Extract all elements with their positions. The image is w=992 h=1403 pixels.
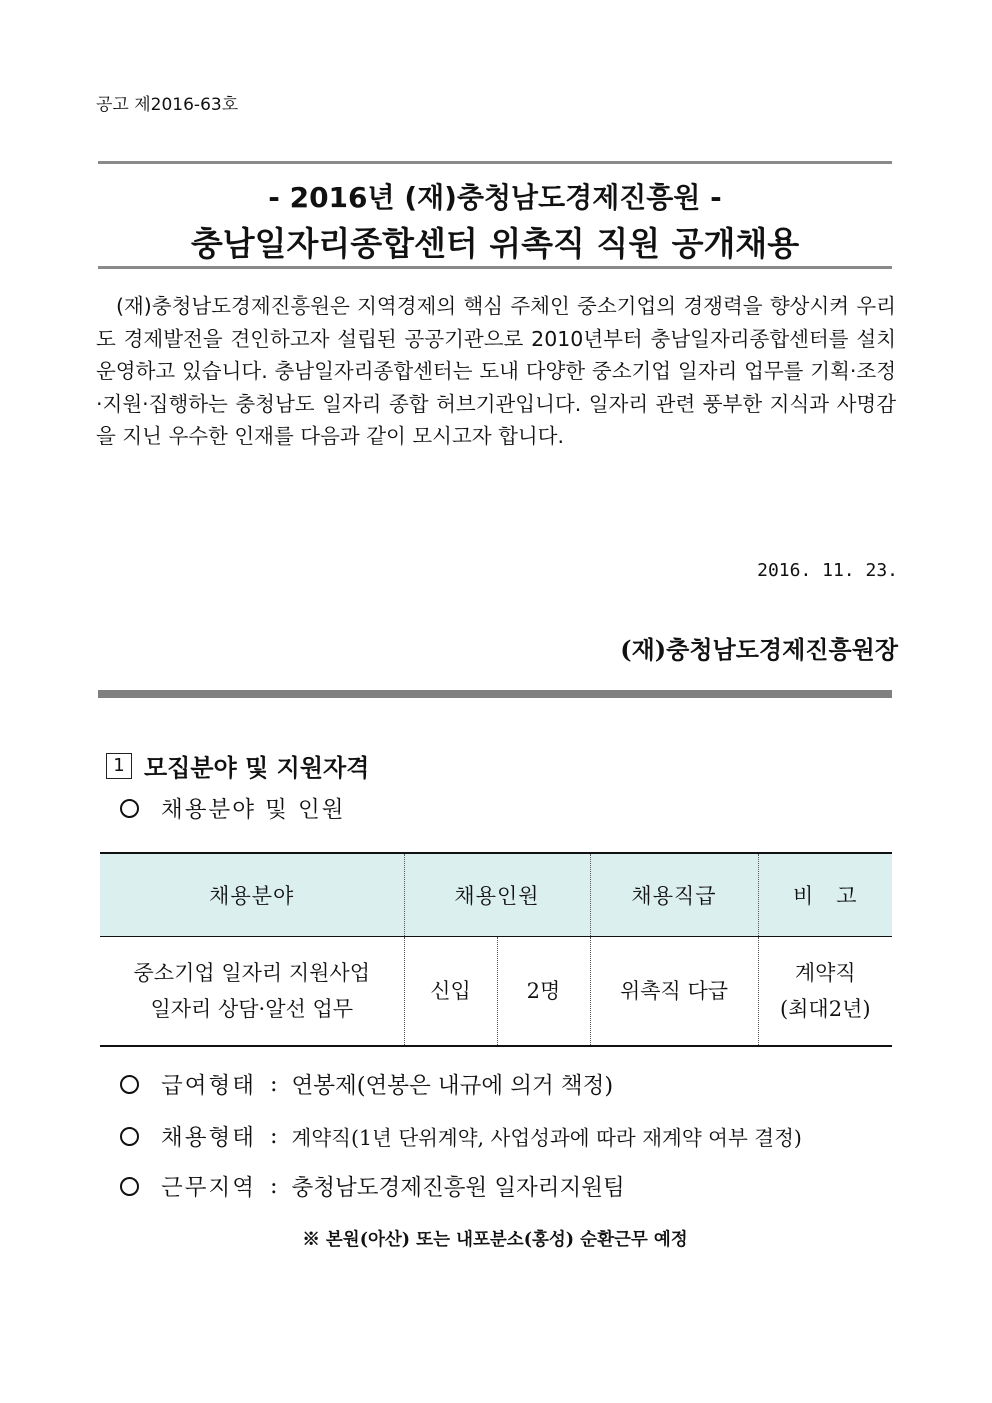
list-item <box>120 1068 613 1100</box>
title-top-rule <box>98 161 892 164</box>
cell-field-line1: 중소기업 일자리 지원사업 <box>133 961 370 985</box>
item-separator: : <box>269 1123 278 1149</box>
table-header-row <box>100 853 892 937</box>
cell-field <box>100 937 404 1047</box>
recruitment-table <box>100 852 892 1047</box>
circle-bullet-icon <box>120 1127 139 1146</box>
title-bottom-rule <box>98 266 892 269</box>
circle-bullet-icon <box>120 1177 139 1196</box>
list-item <box>120 1170 625 1202</box>
header-grade: 채용직급 <box>590 853 758 937</box>
page-title-line2: 충남일자리종합센터 위촉직 직원 공개채용 <box>190 224 800 263</box>
header-note: 비 고 <box>758 853 892 937</box>
signatory: (재)충청남도경제진흥원장 <box>620 635 898 664</box>
item-separator: : <box>269 1173 278 1199</box>
item-separator: : <box>269 1071 278 1097</box>
cell-count: 2명 <box>497 937 590 1047</box>
item-value: 충청남도경제진흥원 일자리지원팀 <box>291 1175 625 1201</box>
sub-heading <box>120 792 345 824</box>
item-label: 근무지역 <box>161 1175 256 1201</box>
section-heading <box>106 748 369 783</box>
page-title-line1: - 2016년 (재)충청남도경제진흥원 - <box>268 181 722 214</box>
item-label: 급여형태 <box>161 1073 256 1099</box>
table-row <box>100 937 892 1047</box>
footnote: ※ 본원(아산) 또는 내포분소(홍성) 순환근무 예정 <box>302 1230 688 1250</box>
header-count: 채용인원 <box>404 853 590 937</box>
cell-note-line2: (최대2년) <box>779 997 871 1021</box>
sub-heading-label: 채용분야 및 인원 <box>161 797 346 823</box>
cell-note <box>758 937 892 1047</box>
list-item <box>120 1120 802 1152</box>
item-value: 연봉제(연봉은 내규에 의거 책정) <box>291 1073 614 1099</box>
cell-grade: 위촉직 다급 <box>590 937 758 1047</box>
header-field: 채용분야 <box>100 853 404 937</box>
notice-number: 공고 제2016-63호 <box>96 95 239 115</box>
section-title: 모집분야 및 지원자격 <box>144 754 370 782</box>
cell-type: 신입 <box>404 937 497 1047</box>
item-label: 채용형태 <box>161 1125 256 1151</box>
circle-bullet-icon <box>120 1075 139 1094</box>
item-value: 계약직(1년 단위계약, 사업성과에 따라 재계약 여부 결정) <box>291 1126 802 1150</box>
cell-field-line2: 일자리 상담·알선 업무 <box>150 997 354 1021</box>
cell-note-line1: 계약직 <box>794 961 856 985</box>
notice-date: 2016. 11. 23. <box>757 560 898 581</box>
circle-bullet-icon <box>120 799 139 818</box>
section-divider <box>98 690 892 698</box>
intro-paragraph: (재)충청남도경제진흥원은 지역경제의 핵심 주체인 중소기업의 경쟁력을 향상시켜 우리도 경제발전을 견인하고자 설립된 공공기관으로 2010년부터 충남일자리종합센터를 설치 운영하고 있습니다. 충남일자리종합센터는 도내 다양한 중소기업 일자리 업무를 기획·조정·지원·집행하는 충청남도 일자리 종합 허브기관입니다. 일자리 관련 풍부한 지식과 사명감을 지닌 우수한 인재를 다음과 같이 모시고자 합니다. <box>96 294 896 448</box>
section-number-box: 1 <box>106 753 132 779</box>
